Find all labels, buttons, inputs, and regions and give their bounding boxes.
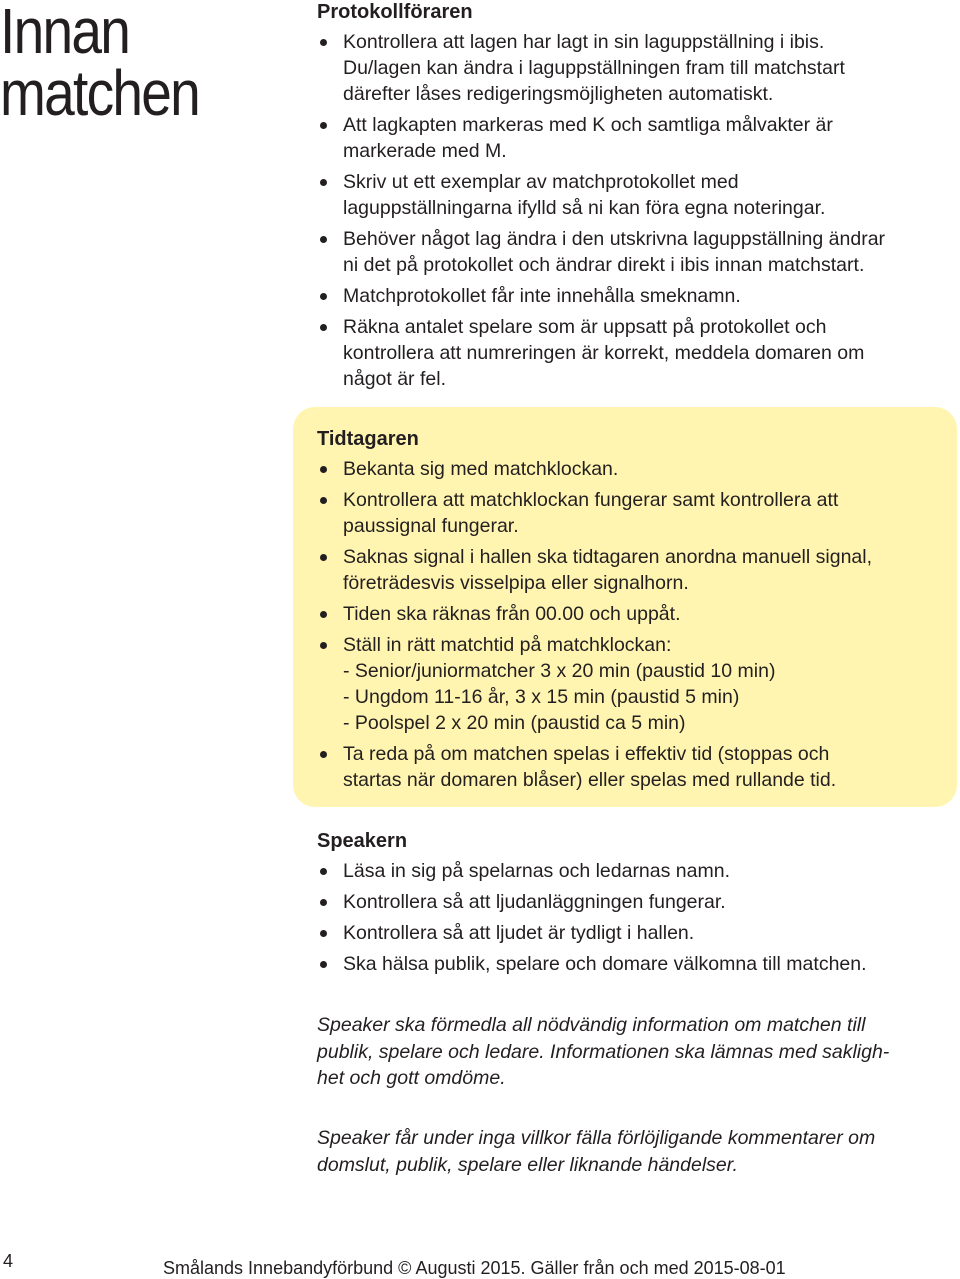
list-item-line: Ska hälsa publik, spelare och domare välkomna till matchen. (343, 953, 867, 975)
speaker-note-line: het och gott omdöme. (317, 1067, 506, 1089)
list-item-line: något är fel. (343, 368, 446, 390)
list-item-line: Du/lagen kan ändra i laguppställningen fram till matchstart (343, 57, 845, 79)
list-item (317, 283, 937, 309)
list-item (317, 858, 937, 884)
list-item (317, 456, 937, 482)
list-item (317, 314, 937, 392)
list-item-line: ni det på protokollet och ändrar direkt i ibis innan matchstart. (343, 254, 865, 276)
list-item (317, 632, 937, 736)
bullet-list (317, 858, 937, 977)
list-item-line: företrädesvis visselpipa eller signalhorn. (343, 572, 689, 594)
list-item (317, 920, 937, 946)
list-item-line: - Senior/juniormatcher 3 x 20 min (paustid 10 min) (343, 660, 776, 682)
list-item-line: Kontrollera så att ljudet är tydligt i hallen. (343, 922, 695, 944)
section-speaker (317, 829, 937, 977)
list-item-line: kontrollera att numreringen är korrekt, meddela domaren om (343, 342, 865, 364)
side-title-line-1: Innan (0, 0, 130, 67)
list-item-line: markerade med M. (343, 140, 507, 162)
list-item-line: paussignal fungerar. (343, 515, 519, 537)
list-item-line: Kontrollera att matchklockan fungerar samt kontrollera att (343, 489, 839, 511)
speaker-note-line: Speaker ska förmedla all nödvändig information om matchen till (317, 1014, 866, 1036)
list-item-line: startas när domaren blåser) eller spelas med rullande tid. (343, 769, 837, 791)
list-item-line: Skriv ut ett exemplar av matchprotokollet med (343, 171, 739, 193)
list-item-line: Behöver något lag ändra i den utskrivna laguppställning ändrar (343, 228, 886, 250)
list-item (317, 601, 937, 627)
speaker-note-line: Speaker får under inga villkor fälla förlöjligande kommentarer om (317, 1127, 876, 1149)
speaker-note-line: publik, spelare och ledare. Informationen ska lämnas med sakligh- (317, 1040, 890, 1063)
list-item (317, 29, 937, 107)
side-title-line-2: matchen (0, 57, 200, 129)
bullet-list (317, 29, 937, 392)
page-number: 4 (3, 1251, 14, 1271)
list-item-line: Ta reda på om matchen spelas i effektiv tid (stoppas och (343, 743, 830, 765)
section-heading: Protokollföraren (317, 1, 473, 23)
list-item-line: Matchprotokollet får inte innehålla smeknamn. (343, 285, 741, 307)
footer-text: Smålands Innebandyförbund © Augusti 2015. Gäller från och med 2015-08-01 (163, 1258, 786, 1278)
section-timekeeper (317, 427, 937, 793)
list-item (317, 951, 937, 977)
list-item-line: Saknas signal i hallen ska tidtagaren anordna manuell signal, (343, 546, 873, 568)
list-item-line: Kontrollera så att ljudanläggningen fungerar. (343, 891, 726, 913)
list-item-line: Bekanta sig med matchklockan. (343, 458, 619, 480)
section-protocol-keeper (317, 0, 937, 392)
list-item (317, 487, 937, 539)
bullet-list (317, 456, 937, 793)
list-item-line: Ställ in rätt matchtid på matchklockan: (343, 634, 672, 656)
list-item (317, 112, 937, 164)
list-item (317, 169, 937, 221)
speaker-note (317, 1012, 937, 1092)
section-heading: Speakern (317, 830, 408, 852)
list-item-line: Räkna antalet spelare som är uppsatt på protokollet och (343, 316, 827, 338)
list-item-line: laguppställningarna ifylld så ni kan föra egna noteringar. (343, 197, 826, 219)
speaker-warning-note (317, 1125, 937, 1178)
section-heading: Tidtagaren (317, 428, 419, 450)
list-item-line: - Poolspel 2 x 20 min (paustid ca 5 min) (343, 712, 686, 734)
list-item-line: Tiden ska räknas från 00.00 och uppåt. (343, 603, 681, 625)
list-item-line: Läsa in sig på spelarnas och ledarnas namn. (343, 860, 730, 882)
list-item (317, 544, 937, 596)
speaker-note-line: domslut, publik, spelare eller liknande händelser. (317, 1153, 738, 1176)
list-item-line: därefter låses redigeringsmöjligheten automatiskt. (343, 83, 774, 105)
list-item (317, 889, 937, 915)
list-item (317, 226, 937, 278)
list-item (317, 741, 937, 793)
side-title (0, 0, 200, 129)
list-item-line: - Ungdom 11-16 år, 3 x 15 min (paustid 5 min) (343, 686, 740, 708)
list-item-line: Kontrollera att lagen har lagt in sin laguppställning i ibis. (343, 31, 825, 53)
list-item-line: Att lagkapten markeras med K och samtliga målvakter är (343, 114, 833, 136)
